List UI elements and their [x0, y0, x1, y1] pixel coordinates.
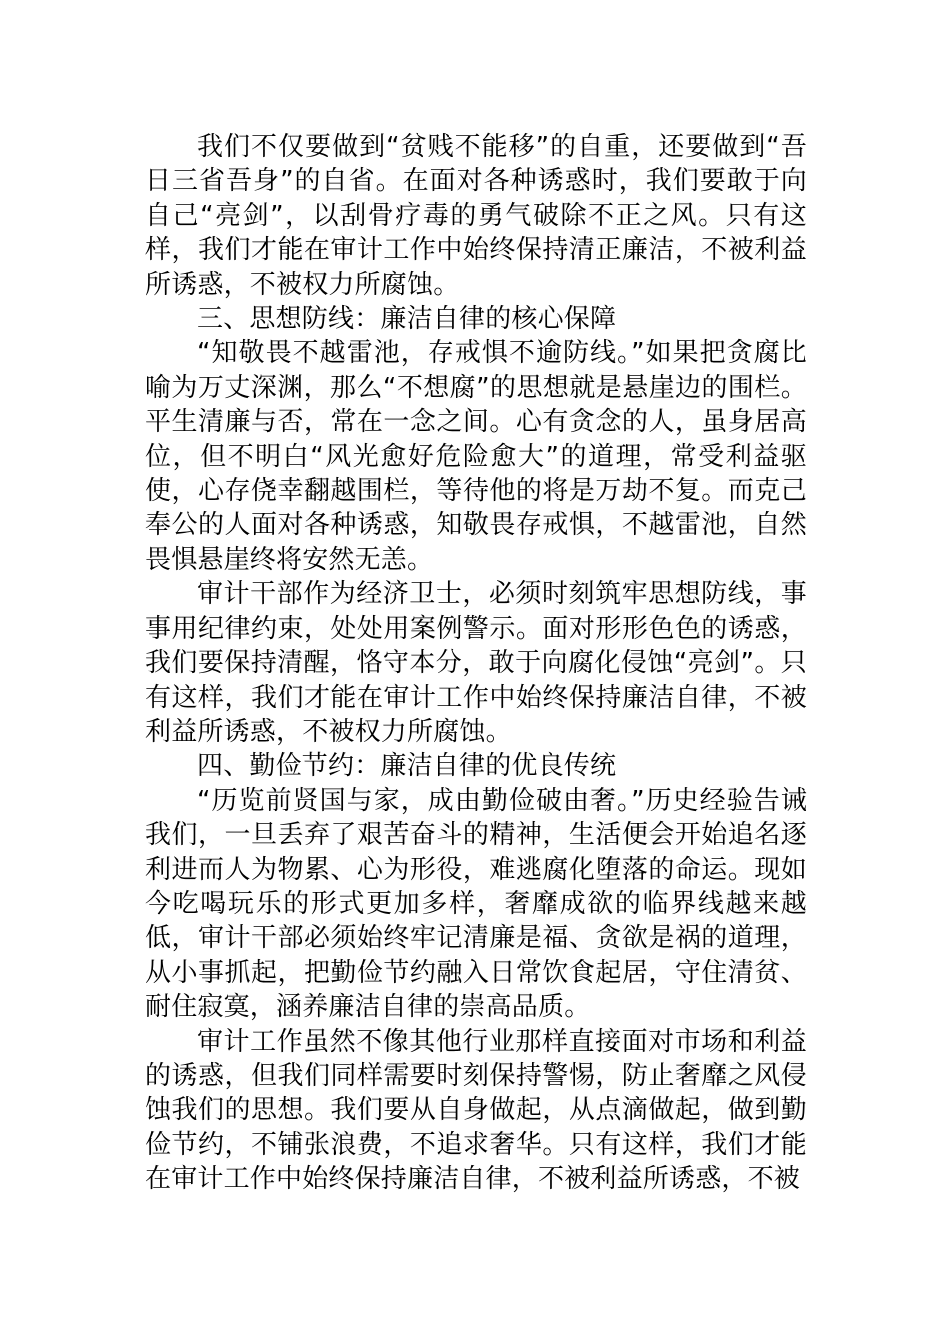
- paragraph-self-reflection: 我们不仅要做到“贫贱不能移”的自重，还要做到“吾日三省吾身”的自省。在面对各种诱惑时，我们要敢于向自己“亮剑”，以刮骨疗毒的勇气破除不正之风。只有这样，我们才能在审计工作中始终保持清正廉洁，不被利益所诱惑，不被权力所腐蚀。: [145, 132, 807, 300]
- section-heading-4: 四、勤俭节约：廉洁自律的优良传统: [197, 751, 617, 782]
- paragraph-audit-frugality: 审计工作虽然不像其他行业那样直接面对市场和利益的诱惑，但我们同样需要时刻保持警惕，防止奢靡之风侵蚀我们的思想。我们要从自身做起，从点滴做起，做到勤俭节约，不铺张浪费，不追求奢华。只有这样，我们才能在审计工作中始终保持廉洁自律，不被利益所诱惑，不被: [145, 1026, 807, 1195]
- section-heading-3: 三、思想防线：廉洁自律的核心保障: [197, 304, 617, 335]
- paragraph-frugality-history: “历览前贤国与家，成由勤俭破由奢。”历史经验告诫我们，一旦丢弃了艰苦奋斗的精神，生活便会开始追名逐利进而人为物累、心为形役，难逃腐化堕落的命运。现如今吃喝玩乐的形式更加多样，奢靡成欲的临界线越来越低，审计干部必须始终牢记清廉是福、贪欲是祸的道理，从小事抓起，把勤俭节约融入日常饮食起居，守住清贫、耐住寂寞，涵养廉洁自律的崇高品质。: [145, 785, 807, 1023]
- paragraph-auditor-defense: 审计干部作为经济卫士，必须时刻筑牢思想防线，事事用纪律约束，处处用案例警示。面对形形色色的诱惑，我们要保持清醒，恪守本分，敢于向腐化侵蚀“亮剑”。只有这样，我们才能在审计工作中始终保持廉洁自律，不被利益所诱惑，不被权力所腐蚀。: [145, 579, 807, 747]
- document-body: [145, 130, 807, 1197]
- paragraph-awe-and-fear: “知敬畏不越雷池，存戒惧不逾防线。”如果把贪腐比喻为万丈深渊，那么“不想腐”的思想就是悬崖边的围栏。平生清廉与否，常在一念之间。心有贪念的人，虽身居高位，但不明白“风光愈好危险愈大”的道理，常受利益驱使，心存侥幸翻越围栏，等待他的将是万劫不复。而克己奉公的人面对各种诱惑，知敬畏存戒惧，不越雷池，自然畏惧悬崖终将安然无恙。: [145, 338, 807, 575]
